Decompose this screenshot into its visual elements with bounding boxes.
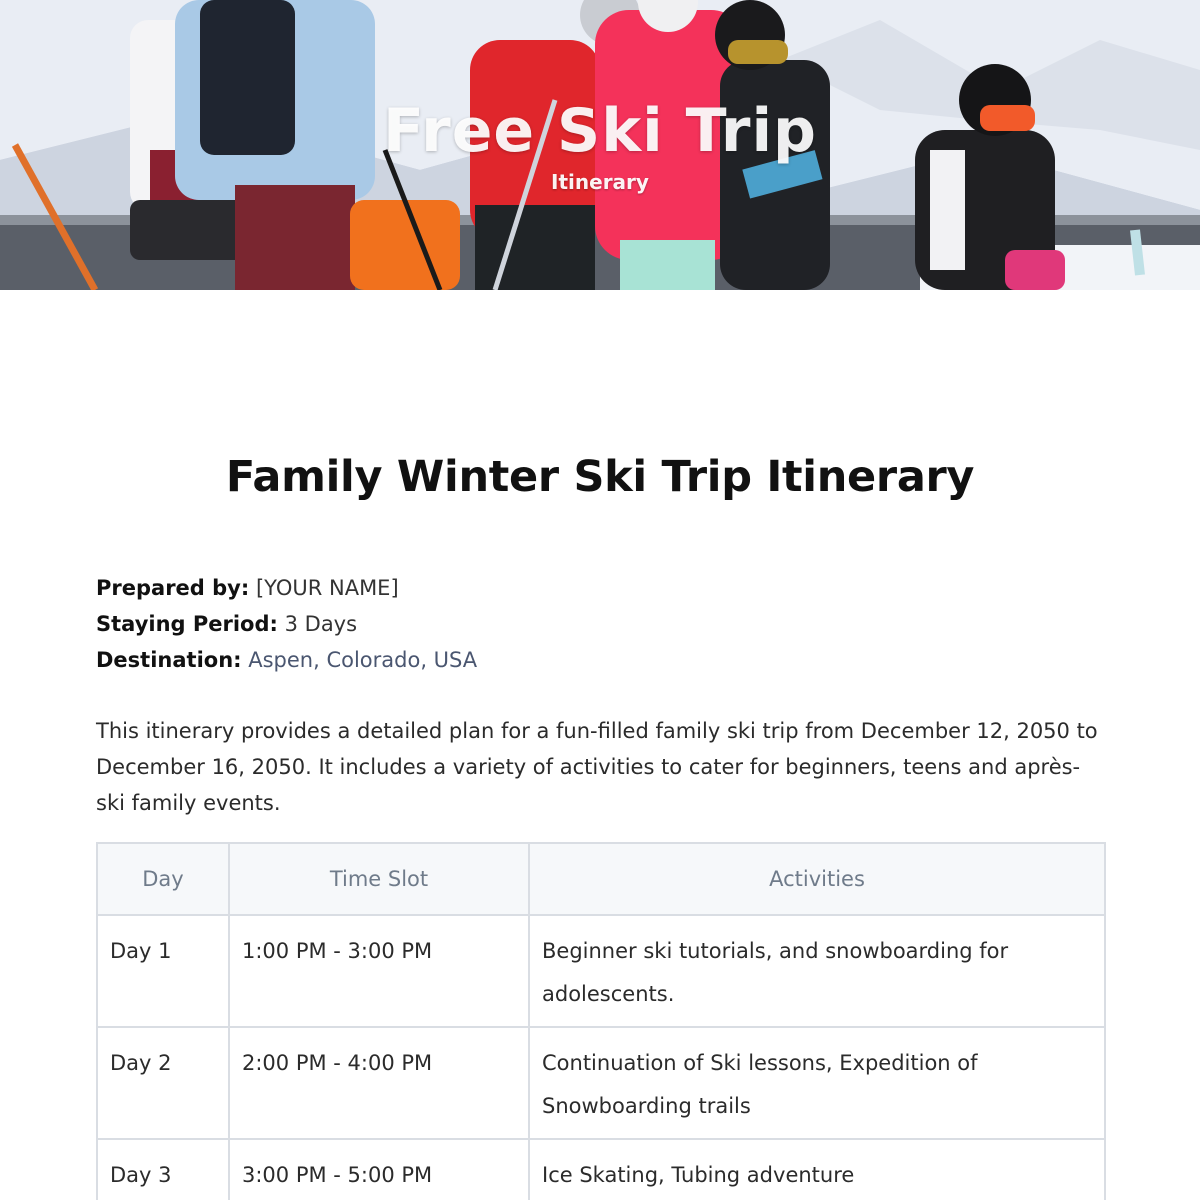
table-row <box>97 1027 1105 1139</box>
activities-cell: Beginner ski tutorials, and snowboarding for adolescents. <box>529 915 1105 1027</box>
trip-meta <box>96 570 477 678</box>
time-slot-cell: 2:00 PM - 4:00 PM <box>229 1027 529 1139</box>
hero-banner <box>0 0 1200 290</box>
meta-staying-period <box>96 606 477 642</box>
time-slot-cell: 3:00 PM - 5:00 PM <box>229 1139 529 1200</box>
column-header-time-slot: Time Slot <box>229 843 529 915</box>
column-header-activities: Activities <box>529 843 1105 915</box>
activities-cell: Ice Skating, Tubing adventure <box>529 1139 1105 1200</box>
day-cell: Day 3 <box>97 1139 229 1200</box>
time-slot-cell: 1:00 PM - 3:00 PM <box>229 915 529 1027</box>
meta-value: [YOUR NAME] <box>255 576 399 600</box>
meta-prepared-by <box>96 570 477 606</box>
table-row <box>97 1139 1105 1200</box>
meta-label: Prepared by: <box>96 576 250 600</box>
document-title: Family Winter Ski Trip Itinerary <box>225 452 975 502</box>
intro-paragraph: This itinerary provides a detailed plan for a fun-filled family ski trip from December 12, 2050 to December 16, 2050. It includes a variety of activities to cater for beginners, teens and après-ski family events. <box>96 719 1098 815</box>
day-cell: Day 2 <box>97 1027 229 1139</box>
meta-label: Destination: <box>96 648 242 672</box>
column-header-day: Day <box>97 843 229 915</box>
destination-link[interactable]: Aspen, Colorado, USA <box>248 648 478 672</box>
meta-destination <box>96 642 477 678</box>
meta-label: Staying Period: <box>96 612 278 636</box>
banner-subtitle: Itinerary <box>551 170 649 194</box>
table-header-row <box>97 843 1105 915</box>
meta-value: 3 Days <box>284 612 358 636</box>
table-row <box>97 915 1105 1027</box>
banner-title: Free Ski Trip <box>382 96 818 166</box>
itinerary-table <box>96 842 1106 1200</box>
activities-cell: Continuation of Ski lessons, Expedition of Snowboarding trails <box>529 1027 1105 1139</box>
day-cell: Day 1 <box>97 915 229 1027</box>
